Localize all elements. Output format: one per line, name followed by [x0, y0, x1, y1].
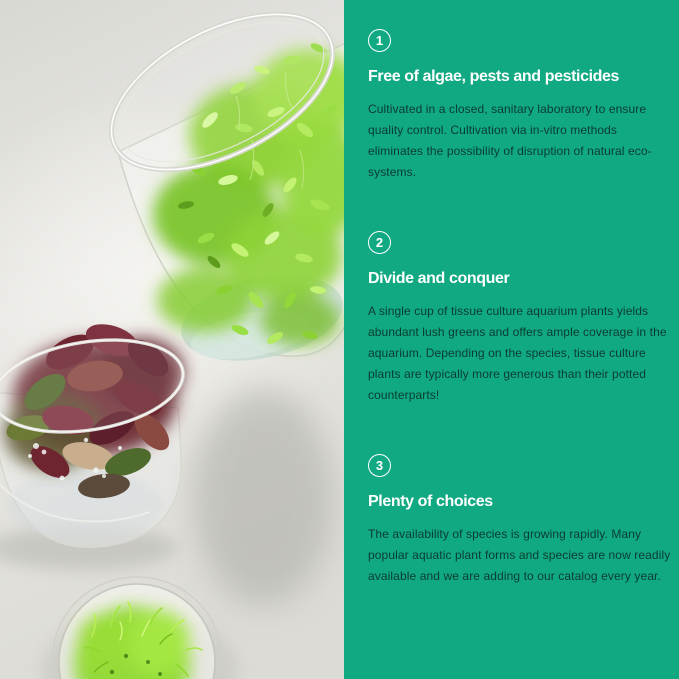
section-1-body: Cultivated in a closed, sanitary laboratory to ensure quality control. Cultivation via in-vitro methods eliminates the possibility of disruption of natural eco-systems.	[368, 102, 652, 179]
section-3-title: Plenty of choices	[368, 493, 493, 510]
step-1-number: 1	[375, 33, 384, 48]
info-section-2	[368, 231, 671, 406]
info-section-3	[368, 454, 671, 587]
step-3-badge	[368, 454, 391, 477]
step-1-badge	[368, 29, 391, 52]
section-1-title: Free of algae, pests and pesticides	[368, 68, 619, 85]
section-2-title: Divide and conquer	[368, 270, 510, 287]
section-2-body: A single cup of tissue culture aquarium plants yields abundant lush greens and offers ample coverage in the aquarium. Depending on the species, tissue culture plants are typically more generous than their potted counterparts!	[368, 304, 667, 402]
info-panel	[344, 0, 679, 679]
soft-shadow	[193, 389, 333, 605]
step-2-badge	[368, 231, 391, 254]
step-2-number: 2	[375, 235, 384, 250]
section-3-body: The availability of species is growing rapidly. Many popular aquatic plant forms and species are now readily available and we are adding to our catalog every year.	[368, 527, 671, 583]
step-3-number: 3	[375, 458, 384, 473]
info-section-1	[368, 29, 671, 183]
